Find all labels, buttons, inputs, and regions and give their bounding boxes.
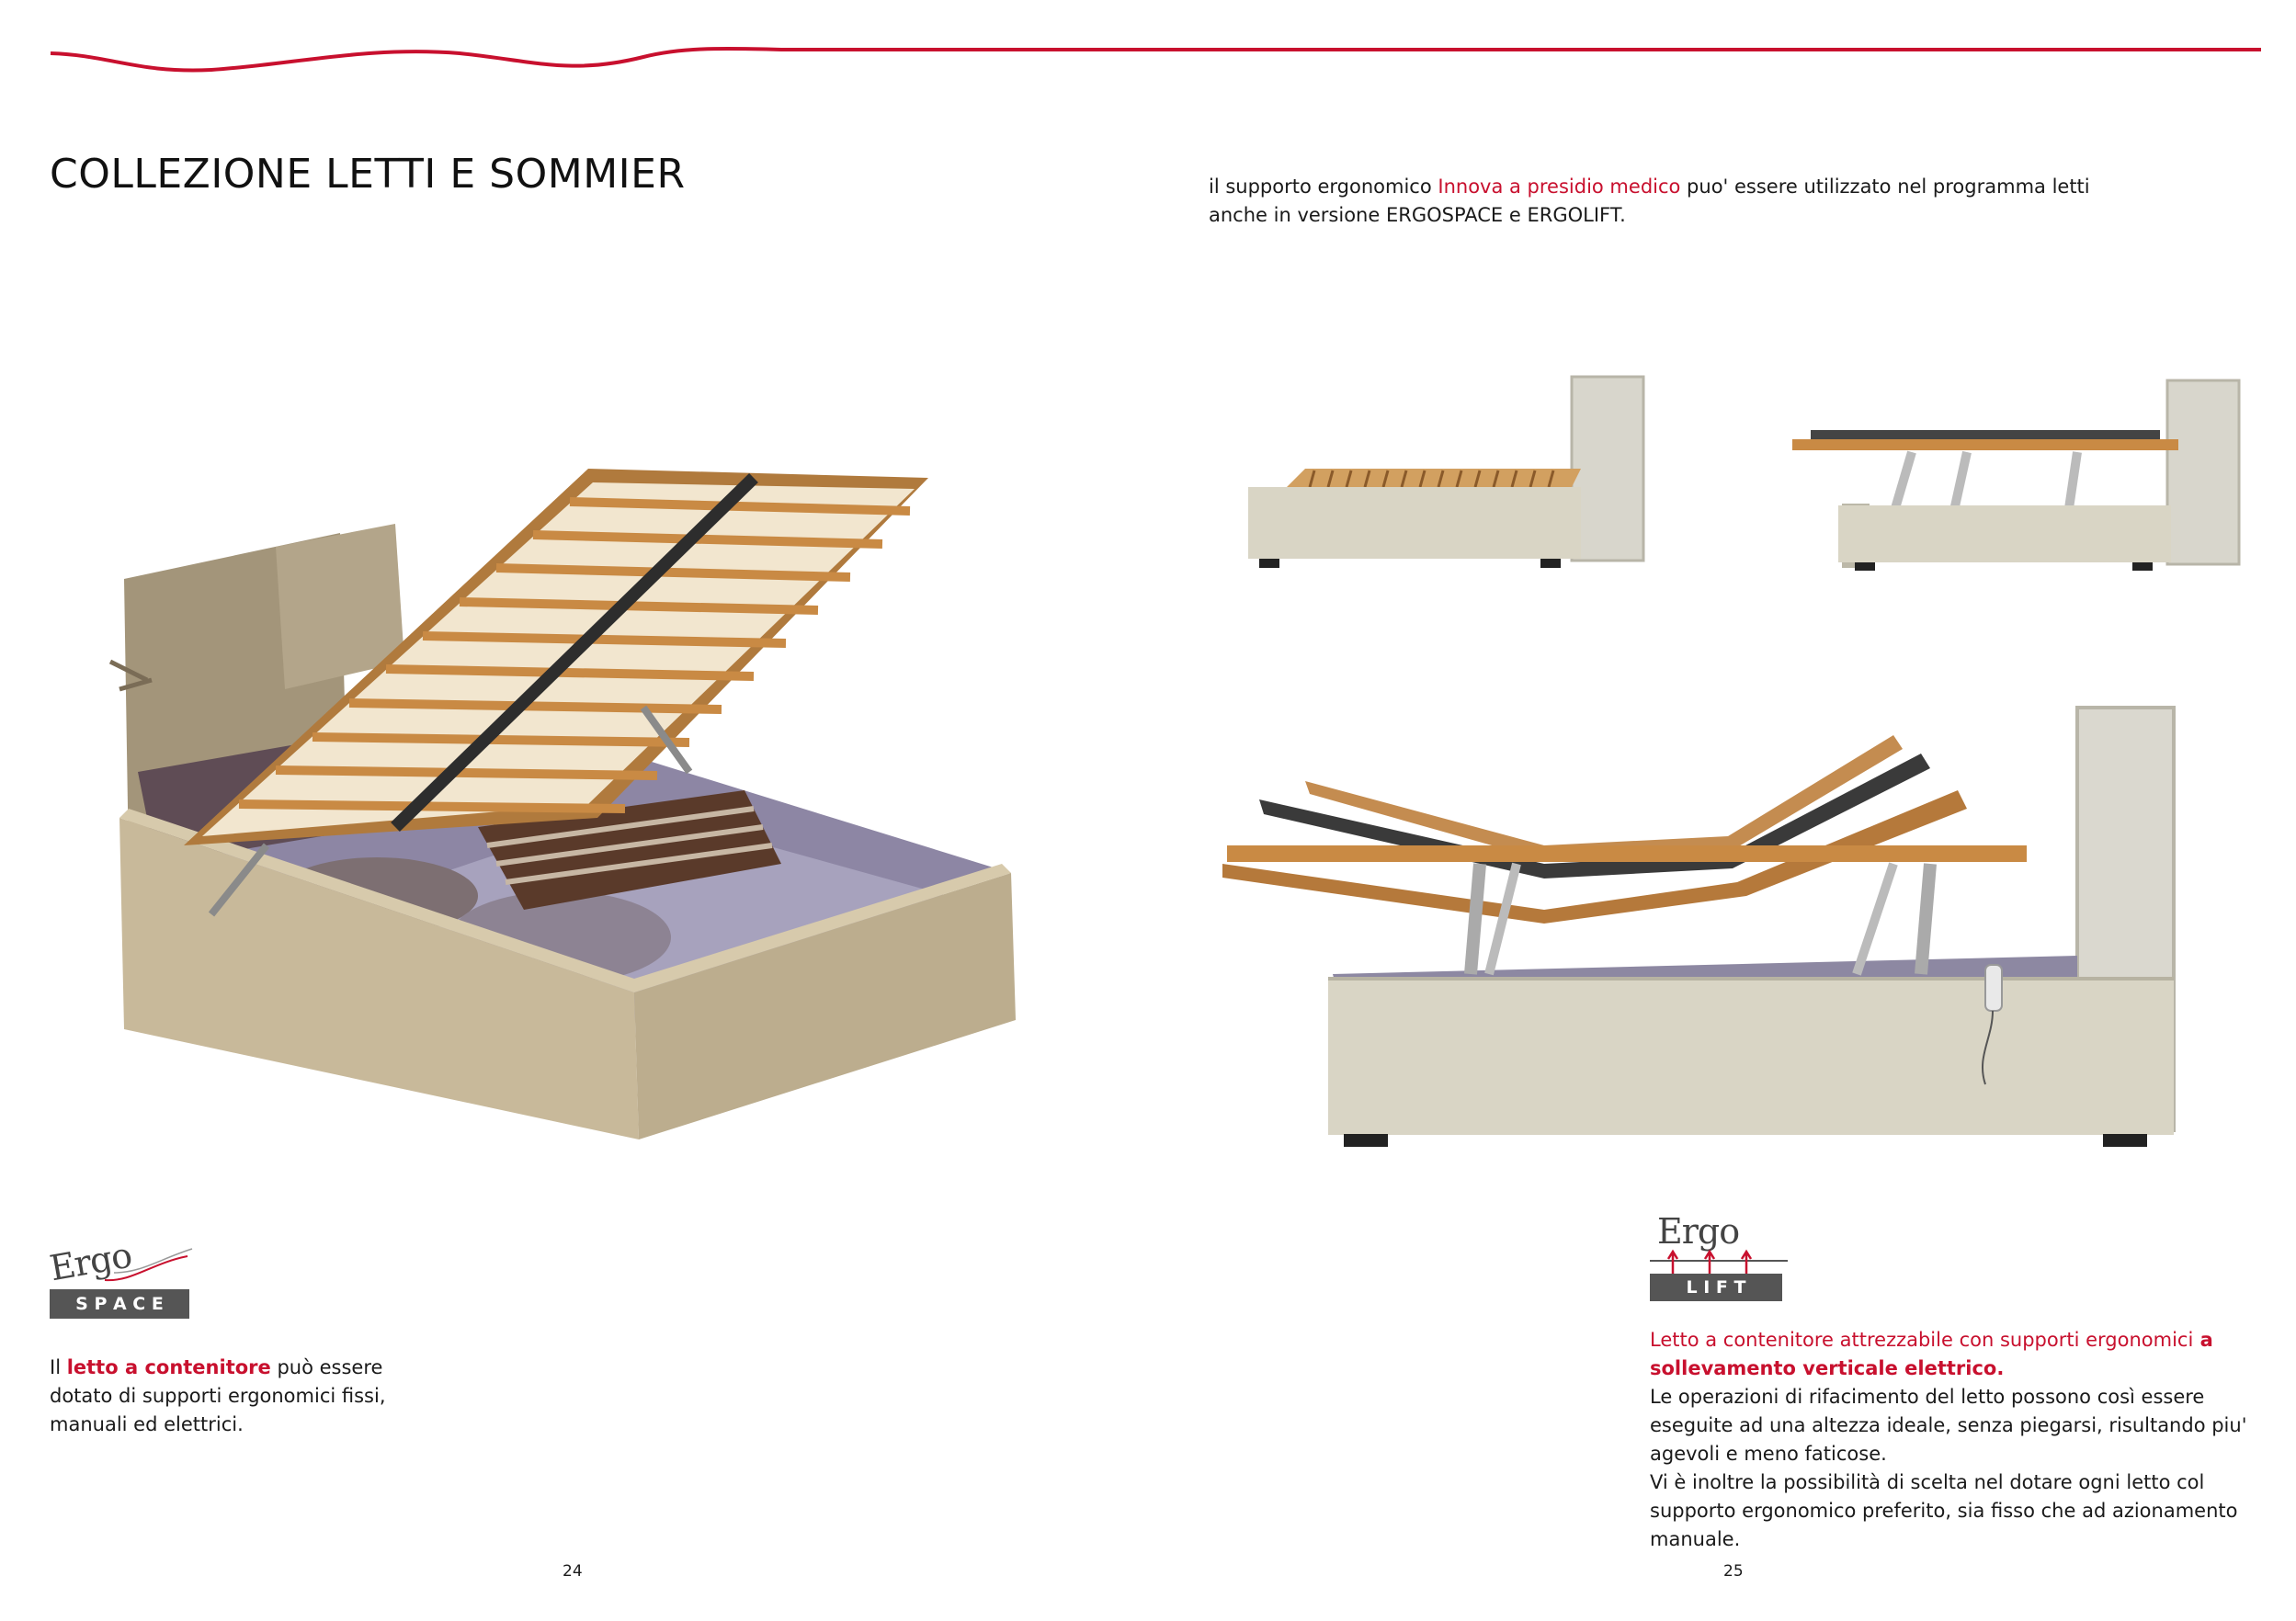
logo-bar-lift: L I F T (1650, 1274, 1782, 1301)
logo-word-ergo-lift: Ergo (1657, 1211, 1740, 1252)
intro-text-end: puo' essere utilizzato nel programma letti anche in versione ERGOSPACE e ERGOLIFT. (1209, 176, 2090, 226)
right-caption-body-1: Le operazioni di rifacimento del letto possono così essere eseguite ad una altezza ideale, senza piegarsi, risultando piu' agevoli e meno faticose. (1650, 1386, 2247, 1465)
storage-bed-photo (46, 386, 1103, 1158)
intro-highlight: Innova a presidio medico (1438, 176, 1681, 198)
page-number-right: 25 (1723, 1562, 1744, 1581)
left-caption-start: Il (50, 1356, 67, 1378)
right-caption-heading (1650, 1326, 2275, 1383)
left-caption (50, 1354, 417, 1439)
intro-text-start: il supporto ergonomico (1209, 176, 1438, 198)
logo-arrows-icon (1650, 1248, 1788, 1275)
intro-text (1209, 173, 2091, 230)
header-wave-line (0, 0, 2296, 83)
ergolift-logo (1650, 1211, 1788, 1303)
bed-raised-base-photo (1783, 368, 2261, 579)
right-caption-highlight: Letto a contenitore attrezzabile con supporti ergonomici (1650, 1329, 2194, 1351)
right-caption (1650, 1326, 2275, 1554)
right-caption-body-2: Vi è inoltre la possibilità di scelta nel dotare ogni letto col supporto ergonomico preferito, sia fisso che ad azionamento manuale. (1650, 1471, 2238, 1550)
left-caption-highlight: letto a contenitore (66, 1356, 271, 1378)
right-caption-highlight-bold: a sollevamento verticale elettrico. (1650, 1329, 2213, 1379)
page-number-left: 24 (563, 1562, 583, 1581)
bed-flat-slats-photo (1232, 358, 1673, 588)
page-title: COLLEZIONE LETTI E SOMMIER (50, 151, 686, 198)
left-caption-end: può essere dotato di supporti ergonomici fissi, manuali ed elettrici. (50, 1356, 386, 1435)
ergospace-logo (46, 1234, 193, 1323)
logo-bar-space: S P A C E (50, 1289, 189, 1319)
ergolift-bed-photo (1213, 698, 2270, 1176)
logo-word-ergo: Ergo (46, 1234, 135, 1289)
